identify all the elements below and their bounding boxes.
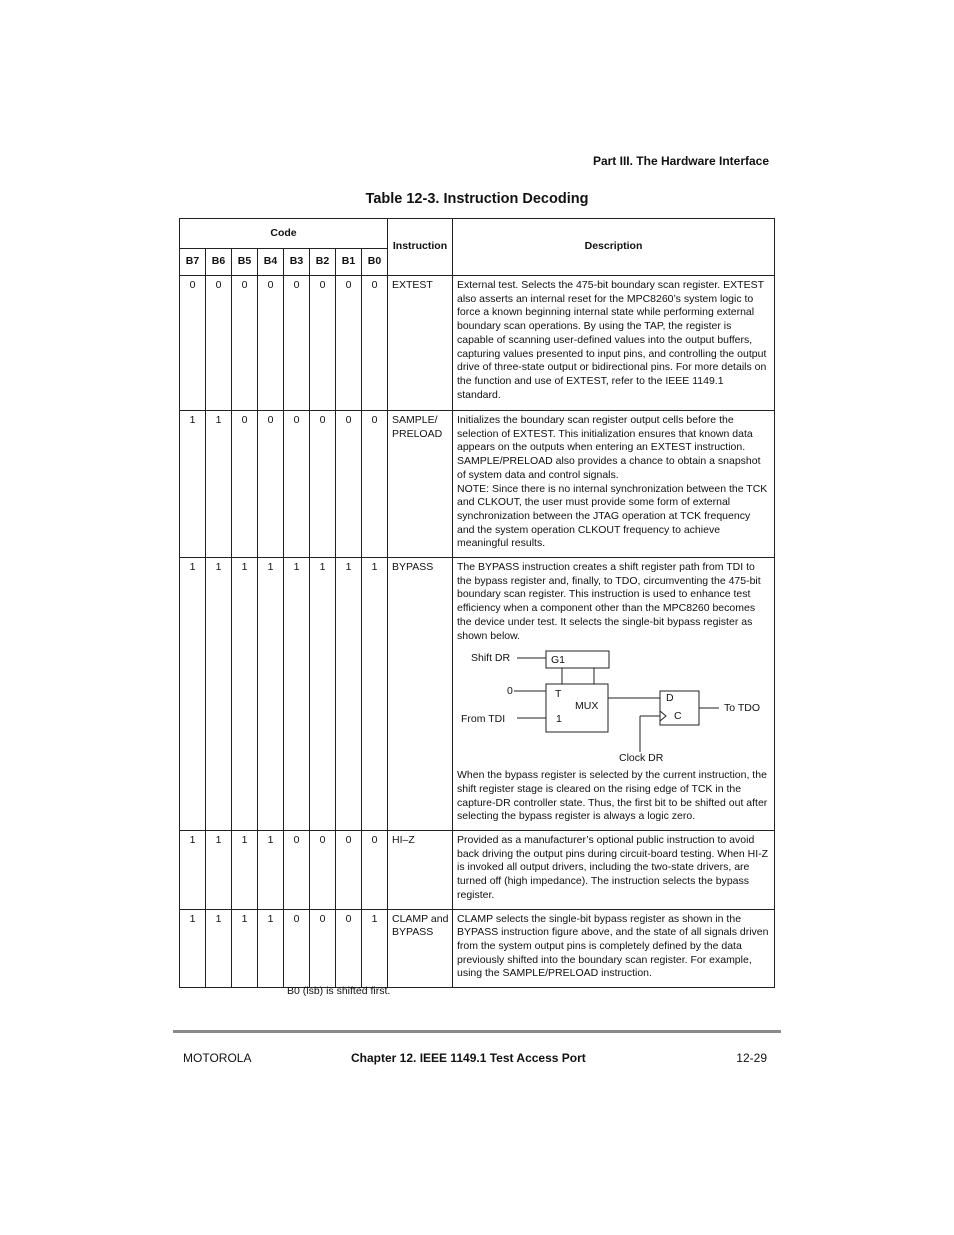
bit-cell: 0 bbox=[336, 909, 362, 988]
mux-t-label: T bbox=[555, 688, 562, 701]
bit-cell: 0 bbox=[336, 411, 362, 558]
bit-cell: 1 bbox=[232, 558, 258, 831]
to-tdo-label: To TDO bbox=[724, 702, 760, 715]
bit-cell: 1 bbox=[206, 411, 232, 558]
bit-cell: 1 bbox=[258, 909, 284, 988]
bit-header-b3: B3 bbox=[284, 249, 310, 276]
bit-header-b6: B6 bbox=[206, 249, 232, 276]
from-tdi-label: From TDI bbox=[461, 713, 506, 726]
description-cell: External test. Selects the 475-bit boundary scan register. EXTEST also asserts an internal reset for the MPC8260’s system logic to force a known beginning internal state while performing external boundary scan operations. By using the TAP, the register is capable of scanning user-defined values into the output buffers, capturing values presented to input pins, and controlling the output drive of three-state output or bidirectional pins. For more details on the function and use of EXTEST, refer to the IEEE 1149.1 standard. bbox=[453, 276, 775, 411]
bit-header-b2: B2 bbox=[310, 249, 336, 276]
table-row-clamp-bypass bbox=[180, 909, 775, 988]
bit-cell: 1 bbox=[180, 831, 206, 910]
bit-cell: 0 bbox=[180, 276, 206, 411]
table-row-hi-z bbox=[180, 831, 775, 910]
bit-cell: 0 bbox=[258, 411, 284, 558]
description-text-after: When the bypass register is selected by the current instruction, the shift register stage is cleared on the rising edge of TCK in the capture-DR controller state. Thus, the first bit to be shifted out after selecting the bypass register is always a logic zero. bbox=[457, 769, 768, 823]
mux-label: MUX bbox=[575, 700, 599, 713]
bit-cell: 1 bbox=[362, 909, 388, 988]
description-header: Description bbox=[453, 219, 775, 276]
instruction-cell: HI–Z bbox=[388, 831, 453, 910]
description-note: NOTE: Since there is no internal synchronization between the TCK and CLKOUT, the user must provide some form of external synchronization between the JTAG operation at TCK frequency and the system operation CLKOUT frequency to achieve meaningful results. bbox=[457, 482, 768, 550]
bit-cell: 0 bbox=[310, 411, 336, 558]
bit-header-b5: B5 bbox=[232, 249, 258, 276]
bit-cell: 0 bbox=[284, 276, 310, 411]
bit-cell: 0 bbox=[206, 276, 232, 411]
bit-cell: 0 bbox=[310, 276, 336, 411]
bit-cell: 1 bbox=[206, 558, 232, 831]
bit-cell: 0 bbox=[336, 276, 362, 411]
bit-cell: 0 bbox=[232, 411, 258, 558]
instruction-cell: BYPASS bbox=[388, 558, 453, 831]
description-cell bbox=[453, 411, 775, 558]
instruction-cell: CLAMP and BYPASS bbox=[388, 909, 453, 988]
bit-cell: 0 bbox=[362, 276, 388, 411]
bit-cell: 1 bbox=[310, 558, 336, 831]
flipflop-d-label: D bbox=[666, 692, 674, 705]
bit-cell: 0 bbox=[362, 411, 388, 558]
bit-cell: 1 bbox=[258, 558, 284, 831]
bypass-diagram-lines bbox=[457, 649, 767, 769]
input-zero-label: 0 bbox=[507, 685, 513, 698]
description-cell bbox=[453, 558, 775, 831]
bit-cell: 1 bbox=[362, 558, 388, 831]
bit-header-b0: B0 bbox=[362, 249, 388, 276]
bit-cell: 1 bbox=[336, 558, 362, 831]
description-text: Initializes the boundary scan register output cells before the selection of EXTEST. This initialization ensures that known data appears on the outputs when entering an EXTEST instruction. SAMPLE/PRELOAD also provides a chance to obtain a snapshot of system data and control signals. bbox=[457, 414, 761, 481]
bit-cell: 0 bbox=[310, 831, 336, 910]
bit-cell: 0 bbox=[284, 831, 310, 910]
footer-publisher: MOTOROLA bbox=[183, 1051, 252, 1065]
bit-cell: 1 bbox=[284, 558, 310, 831]
bit-cell: 1 bbox=[258, 831, 284, 910]
bit-cell: 1 bbox=[206, 909, 232, 988]
bit-cell: 0 bbox=[310, 909, 336, 988]
shift-dr-label: Shift DR bbox=[471, 652, 511, 665]
code-header: Code bbox=[180, 219, 388, 249]
instruction-header: Instruction bbox=[388, 219, 453, 276]
table-footnote: B0 (lsb) is shifted first. bbox=[287, 985, 391, 997]
bit-cell: 0 bbox=[284, 411, 310, 558]
bit-header-b1: B1 bbox=[336, 249, 362, 276]
running-head: Part III. The Hardware Interface bbox=[592, 154, 769, 168]
description-cell: CLAMP selects the single-bit bypass register as shown in the BYPASS instruction figure above, and the state of all signals driven from the system output pins is completely defined by the data previously shifted into the boundary scan register. For example, using the SAMPLE/PRELOAD instruction. bbox=[453, 909, 775, 988]
bit-cell: 0 bbox=[284, 909, 310, 988]
bit-header-b4: B4 bbox=[258, 249, 284, 276]
description-text: The BYPASS instruction creates a shift register path from TDI to the bypass register and, finally, to TDO, circumventing the 475-bit boundary scan register. This instruction is used to enhance test efficiency when a component other than the MPC8260 becomes the device under test. It selects the single-bit bypass register as shown below. bbox=[457, 561, 761, 642]
bit-cell: 0 bbox=[362, 831, 388, 910]
bypass-register-diagram bbox=[457, 649, 767, 769]
bit-cell: 1 bbox=[180, 909, 206, 988]
bit-cell: 0 bbox=[258, 276, 284, 411]
flipflop-c-label: C bbox=[674, 710, 682, 723]
footer-page-number: 12-29 bbox=[736, 1051, 767, 1065]
bit-cell: 1 bbox=[180, 411, 206, 558]
table-row-extest bbox=[180, 276, 775, 411]
instruction-cell: EXTEST bbox=[388, 276, 453, 411]
bit-cell: 1 bbox=[206, 831, 232, 910]
instruction-cell: SAMPLE/ PRELOAD bbox=[388, 411, 453, 558]
table-row-sample-preload bbox=[180, 411, 775, 558]
bit-cell: 0 bbox=[336, 831, 362, 910]
mux-one-label: 1 bbox=[556, 713, 562, 726]
bit-cell: 0 bbox=[232, 276, 258, 411]
bit-cell: 1 bbox=[232, 831, 258, 910]
instruction-decoding-table bbox=[179, 218, 775, 988]
bit-cell: 1 bbox=[180, 558, 206, 831]
table-row-bypass bbox=[180, 558, 775, 831]
footer-chapter: Chapter 12. IEEE 1149.1 Test Access Port bbox=[351, 1051, 586, 1065]
footer-divider bbox=[173, 1030, 781, 1033]
table-title: Table 12-3. Instruction Decoding bbox=[365, 191, 589, 207]
clock-dr-label: Clock DR bbox=[619, 752, 664, 765]
description-cell: Provided as a manufacturer’s optional public instruction to avoid back driving the output pins during circuit-board testing. When HI-Z is invoked all output drivers, including the two-state drivers, are turned off (high impedance). The instruction selects the bypass register. bbox=[453, 831, 775, 910]
bit-header-b7: B7 bbox=[180, 249, 206, 276]
g1-label: G1 bbox=[551, 654, 566, 667]
bit-cell: 1 bbox=[232, 909, 258, 988]
